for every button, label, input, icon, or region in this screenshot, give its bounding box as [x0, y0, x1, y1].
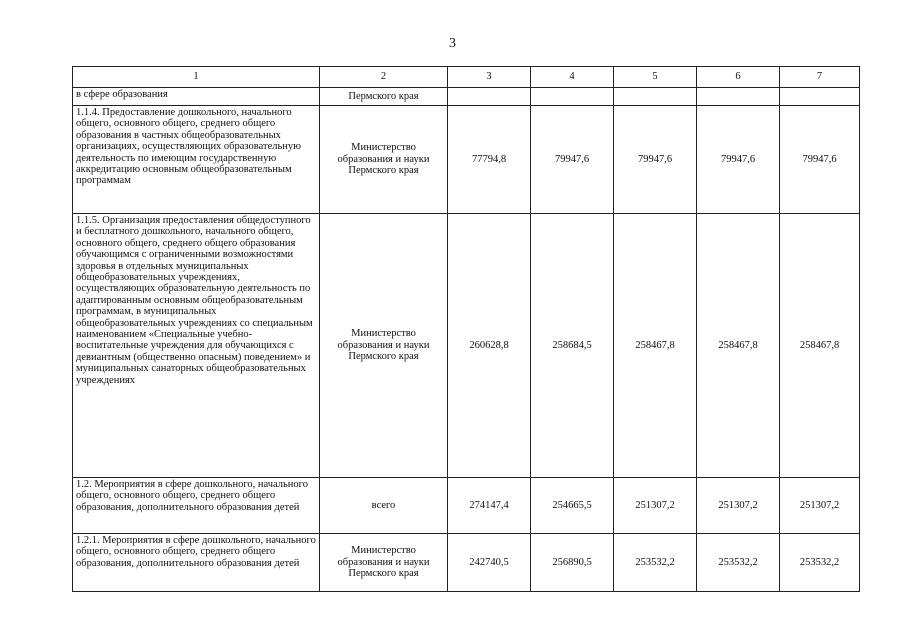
row-value: 251307,2	[614, 478, 697, 534]
row-value: 79947,6	[614, 106, 697, 214]
column-header: 5	[614, 67, 697, 88]
row-value: 258467,8	[780, 214, 860, 478]
row-description: 1.2.1. Мероприятия в сфере дошкольного, начального общего, основного общего, среднего общего образования, дополнительного образования детей	[73, 534, 320, 592]
table-row	[73, 478, 860, 534]
row-value: 258467,8	[614, 214, 697, 478]
table-row	[73, 534, 860, 592]
table-row	[73, 214, 860, 478]
row-value: 242740,5	[448, 534, 531, 592]
row-description: 1.1.5. Организация предоставления общедоступного и бесплатного дошкольного, начального общего, основного общего, среднего общего образования обучающимся с ограниченными возможностями здоровья в отдельных муниципальных общеобразовательных учреждениях, осуществляющих образовательную деятельность по адаптированным основным общеобразовательным программам, в муниципальных общеобразовательных учреждениях со специальным наименованием «Специальные учебно-воспитательные учреждения для обучающихся с девиантным (общественно опасным) поведением» и муниципальных санаторных общеобразовательных учреждениях	[73, 214, 320, 478]
row-responsible: всего	[320, 478, 448, 534]
row-value: 254665,5	[531, 478, 614, 534]
row-value: 258684,5	[531, 214, 614, 478]
column-header: 1	[73, 67, 320, 88]
row-value: 251307,2	[697, 478, 780, 534]
row-responsible: Министерство образования и науки Пермского края	[320, 534, 448, 592]
column-header: 4	[531, 67, 614, 88]
row-value: 258467,8	[697, 214, 780, 478]
row-value: 77794,8	[448, 106, 531, 214]
row-value	[531, 88, 614, 106]
row-description: 1.2. Мероприятия в сфере дошкольного, начального общего, основного общего, среднего общего образования, дополнительного образования детей	[73, 478, 320, 534]
column-header: 6	[697, 67, 780, 88]
row-value	[697, 88, 780, 106]
row-responsible: Пермского края	[320, 88, 448, 106]
column-header: 7	[780, 67, 860, 88]
row-value	[448, 88, 531, 106]
budget-table	[72, 66, 860, 592]
row-value: 251307,2	[780, 478, 860, 534]
row-responsible: Министерство образования и науки Пермского края	[320, 214, 448, 478]
row-value: 274147,4	[448, 478, 531, 534]
row-value: 79947,6	[531, 106, 614, 214]
page-number: 3	[449, 36, 456, 51]
row-value: 256890,5	[531, 534, 614, 592]
table-header-row	[73, 67, 860, 88]
table-row	[73, 88, 860, 106]
row-value: 253532,2	[614, 534, 697, 592]
row-value: 253532,2	[780, 534, 860, 592]
row-value	[614, 88, 697, 106]
table-row	[73, 106, 860, 214]
row-value: 253532,2	[697, 534, 780, 592]
row-value: 79947,6	[697, 106, 780, 214]
row-value	[780, 88, 860, 106]
row-value: 260628,8	[448, 214, 531, 478]
row-value: 79947,6	[780, 106, 860, 214]
column-header: 2	[320, 67, 448, 88]
row-description: 1.1.4. Предоставление дошкольного, начального общего, основного общего, среднего общего образования в частных общеобразовательных организациях, осуществляющих образовательную деятельность по имеющим государственную аккредитацию основным общеобразовательным программам	[73, 106, 320, 214]
row-description: в сфере образования	[73, 88, 320, 106]
column-header: 3	[448, 67, 531, 88]
row-responsible: Министерство образования и науки Пермского края	[320, 106, 448, 214]
